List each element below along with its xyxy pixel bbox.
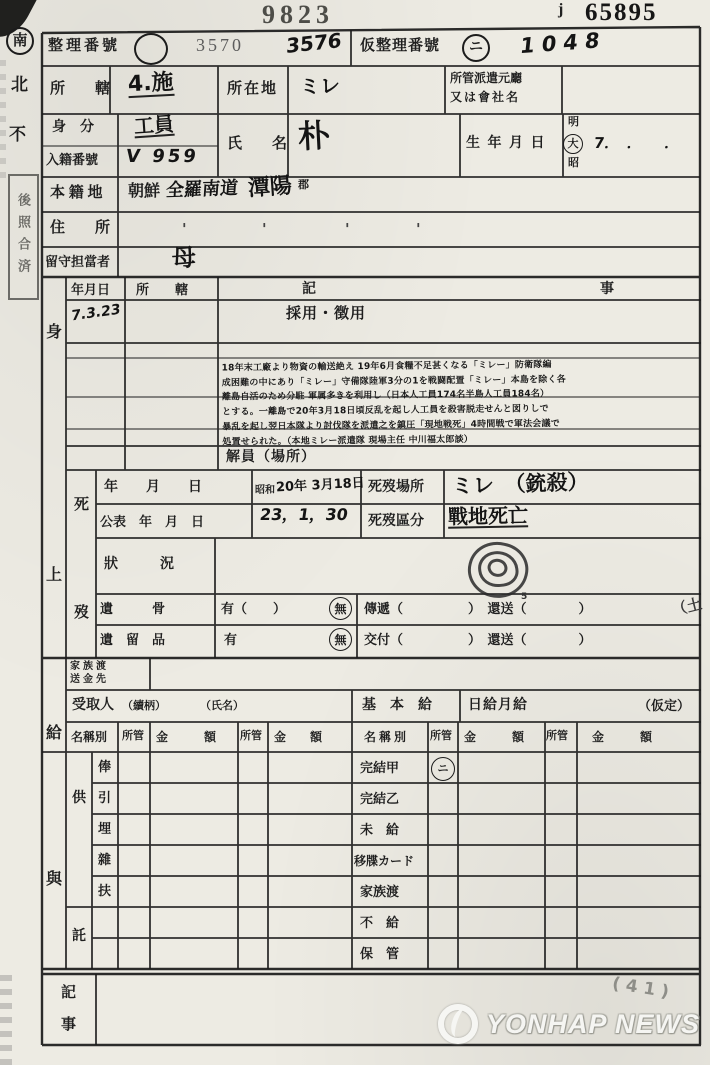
pay-left-row-in: 引 [98, 790, 112, 805]
mibun-label: 身 分 [52, 120, 94, 135]
kari-seiri-stamp-char: ニ [469, 40, 483, 55]
ikotsu-no-char: 無 [334, 601, 347, 616]
honseki-place: 潭陽 [247, 173, 293, 202]
era-taisho-circled [563, 134, 583, 154]
death-place-label: 死歿場所 [368, 480, 424, 495]
pay-h-shokan-2: 所管 [240, 730, 262, 742]
pay-h-meisho-right: 名 稱 別 [364, 730, 407, 744]
rusu-value: 母 [170, 243, 198, 273]
margin-south-stamp [6, 27, 34, 55]
rail-shin: 身 [46, 324, 63, 341]
death-date-era: 昭和 [255, 485, 275, 496]
side-margin-note: （土 [670, 594, 704, 620]
jusho-ditto-2: ' [262, 220, 267, 238]
iryuhin-no-char: 無 [334, 632, 347, 647]
remit-label-line2: 送金先 [70, 674, 109, 685]
pay-h-kingaku-4: 金 額 [592, 730, 653, 744]
rail-kyo: 供 [72, 791, 86, 806]
iryuhin-rest: 交付（ ） 還送（ ） [364, 632, 592, 647]
seiri-written-value: 3576 [285, 27, 342, 59]
base-pay-label: 基 本 給 [362, 698, 432, 713]
era-showa: 昭 [568, 157, 579, 169]
margin-north-char: 北 [11, 75, 28, 94]
rail-yo: 與 [46, 871, 63, 888]
kaiin-label: 解員（場所） [226, 450, 316, 465]
nyuseki-value: V 959 [124, 146, 201, 167]
ikotsu-sup-mark: 5 [521, 592, 528, 602]
top-stamp-number: 9823 [262, 0, 334, 29]
death-place-value: ミレ （銃殺） [451, 469, 589, 499]
note-line-4: とする。一離島で20年3月18日頃反乱を起し人工員を殺害脱走せんと図りしで [222, 404, 549, 418]
pay-right-row-kanketsu-ko: 完結甲 [360, 760, 400, 775]
recipient-sub-shimei: （氏名） [200, 700, 244, 712]
remit-label-line1: 家族渡 [70, 661, 109, 672]
era-taisho-char: 大 [567, 137, 579, 150]
honseki-province: 全羅南道 [165, 177, 239, 202]
recipient-label: 受取人 [72, 698, 114, 713]
rail-kyu: 給 [46, 725, 63, 742]
shozaichi-value: ミレ [299, 73, 341, 99]
pay-h-kingaku-3: 金 額 [464, 730, 525, 744]
haken-label-line2: 又は會社名 [450, 90, 521, 104]
birth-label: 生 年 月 日 [466, 136, 547, 151]
death-class-value: 戰地死亡 [447, 503, 529, 529]
base-pay-note: （仮定） [638, 698, 691, 713]
birth-value: 7． ． ． [593, 134, 681, 152]
rail-ji: 事 [61, 1017, 77, 1033]
era-meiji: 明 [568, 116, 579, 128]
note-line-1: 18年末工廠より物資の輸送絶え 19年6月食糧不足甚くなる「ミレー」防衛隊編 [221, 360, 552, 374]
history-row-entry: 採用・徴用 [286, 306, 367, 322]
iryuhin-label: 遺 留 品 [100, 632, 166, 647]
pay-h-kingaku-1: 金 額 [156, 730, 217, 744]
top-serial-mark: j [558, 1, 564, 18]
shokatsu-label: 所 轄 [50, 81, 111, 97]
rusu-label: 留守担當者 [45, 254, 111, 269]
pay-h-kingaku-2: 金 額 [274, 730, 323, 744]
note-line-5: 暴乱を起し翌日本隊より討伐隊を派遣之を鎮圧「現地戦死」4時間戦で軍法会議で [222, 418, 560, 433]
ikotsu-yes: 有（ ） [221, 601, 287, 616]
watermark [438, 1004, 700, 1044]
jusho-ditto-3: ' [345, 220, 350, 238]
jusho-ditto-4: ' [416, 220, 421, 238]
seiri-label: 整理番號 [48, 38, 121, 54]
death-date-label: 年 月 日 [104, 480, 202, 495]
history-row-date: 7.3.23 [70, 301, 121, 325]
watermark-text: YONHAP NEWS [486, 1008, 701, 1039]
pay-right-row-kazoku-watashi: 家族渡 [360, 884, 400, 899]
kari-seiri-written-value: 1048 [518, 27, 608, 59]
honseki-label: 本 籍 地 [50, 185, 103, 201]
pay-left-row-mai: 埋 [98, 821, 112, 836]
shokatsu-value: 4.施 [127, 69, 175, 98]
base-pay-value: 日給月給 [468, 698, 528, 713]
history-col-ki: 記 [302, 282, 316, 297]
jusho-label: 住 所 [50, 220, 111, 236]
death-announce-value: 23，1，30 [258, 505, 350, 524]
recipient-sub-zokugara: （續柄） [122, 700, 166, 712]
shimei-label: 氏 名 [227, 136, 288, 152]
ikotsu-label: 遺 骨 [100, 601, 166, 616]
history-col-ji: 事 [600, 282, 614, 297]
mibun-value: 工員 [133, 111, 175, 139]
death-announce-label: 公表 年 月 日 [100, 514, 205, 529]
jokyo-label: 狀 況 [104, 557, 174, 572]
yonhap-logo-icon [438, 1004, 478, 1044]
ikotsu-no-circled [329, 597, 352, 620]
shimei-value: 朴 [297, 116, 331, 156]
iryuhin-yes: 有 [224, 632, 238, 647]
note-line-6: 処置せられた。（本地ミレー派遣隊 現場主任 中川福太郎談） [222, 434, 474, 448]
shozaichi-label: 所在地 [227, 81, 279, 97]
death-date-value: 20年 3月18日 [275, 475, 366, 496]
pay-left-row-fu: 扶 [98, 883, 112, 898]
rail-ki: 記 [61, 985, 77, 1001]
honseki-printed: 朝鮮 [128, 183, 161, 200]
rail-botsu: 歿 [74, 605, 90, 621]
margin-check-stamp-text: 後照合済 [16, 193, 31, 281]
kanketsu-ko-stamp [431, 757, 455, 781]
margin-check-stamp [8, 174, 39, 300]
rail-taku: 託 [72, 929, 86, 944]
rail-jo: 上 [46, 567, 63, 584]
iryuhin-no-circled [329, 628, 352, 651]
pay-right-row-kanketsu-otsu: 完結乙 [360, 791, 400, 806]
top-serial-number: 65895 [585, 0, 658, 26]
seiri-circle-mark [134, 33, 168, 65]
note-line-3: 離島自活のため分駐 軍属多きを利用し（日本人工員174名半島人工員184名） [221, 389, 550, 403]
margin-south-char: 南 [12, 32, 28, 49]
ikotsu-rest: 傳遞（ ） 還送（ ） [364, 601, 592, 616]
history-col-office: 所 轄 [136, 282, 189, 297]
pay-right-row-fukyu: 不 給 [360, 915, 400, 930]
seiri-printed-value: 3570 [196, 35, 244, 55]
note-line-2: 成困難の中にあり「ミレー」守備隊陸軍3分の1を戦闘配置「ミレー」本島を除く各 [221, 374, 566, 389]
pay-h-meisho-left: 名稱別 [71, 730, 108, 744]
death-class-label: 死歿區分 [368, 514, 424, 529]
pay-left-row-ho: 俸 [98, 759, 112, 774]
history-note [222, 356, 705, 449]
margin-fu-char: 不 [9, 125, 26, 144]
pay-right-row-mikyu: 未 給 [360, 822, 400, 837]
honseki-suffix: 郡 [298, 178, 309, 191]
history-col-date: 年月日 [71, 282, 111, 297]
pay-left-row-zatsu: 雜 [98, 852, 112, 867]
pay-right-row-icho-card: 移牒カード [354, 854, 415, 868]
kari-seiri-stamp [462, 34, 490, 62]
haken-label-line1: 所管派遣元廳 [450, 71, 523, 85]
nyuseki-label: 入籍番號 [46, 152, 99, 167]
kanketsu-ko-stamp-char: ニ [437, 762, 449, 775]
pay-h-shokan-3: 所管 [430, 730, 452, 742]
pay-h-shokan-1: 所管 [122, 730, 144, 742]
pay-h-shokan-4: 所管 [546, 730, 568, 742]
pay-right-row-hokan: 保 管 [360, 946, 400, 961]
rail-shi: 死 [74, 497, 90, 513]
jusho-ditto-1: ' [182, 220, 187, 238]
corner-pencil-note: ( 4 1 ) [610, 973, 671, 1003]
kari-seiri-label: 仮整理番號 [360, 38, 441, 54]
